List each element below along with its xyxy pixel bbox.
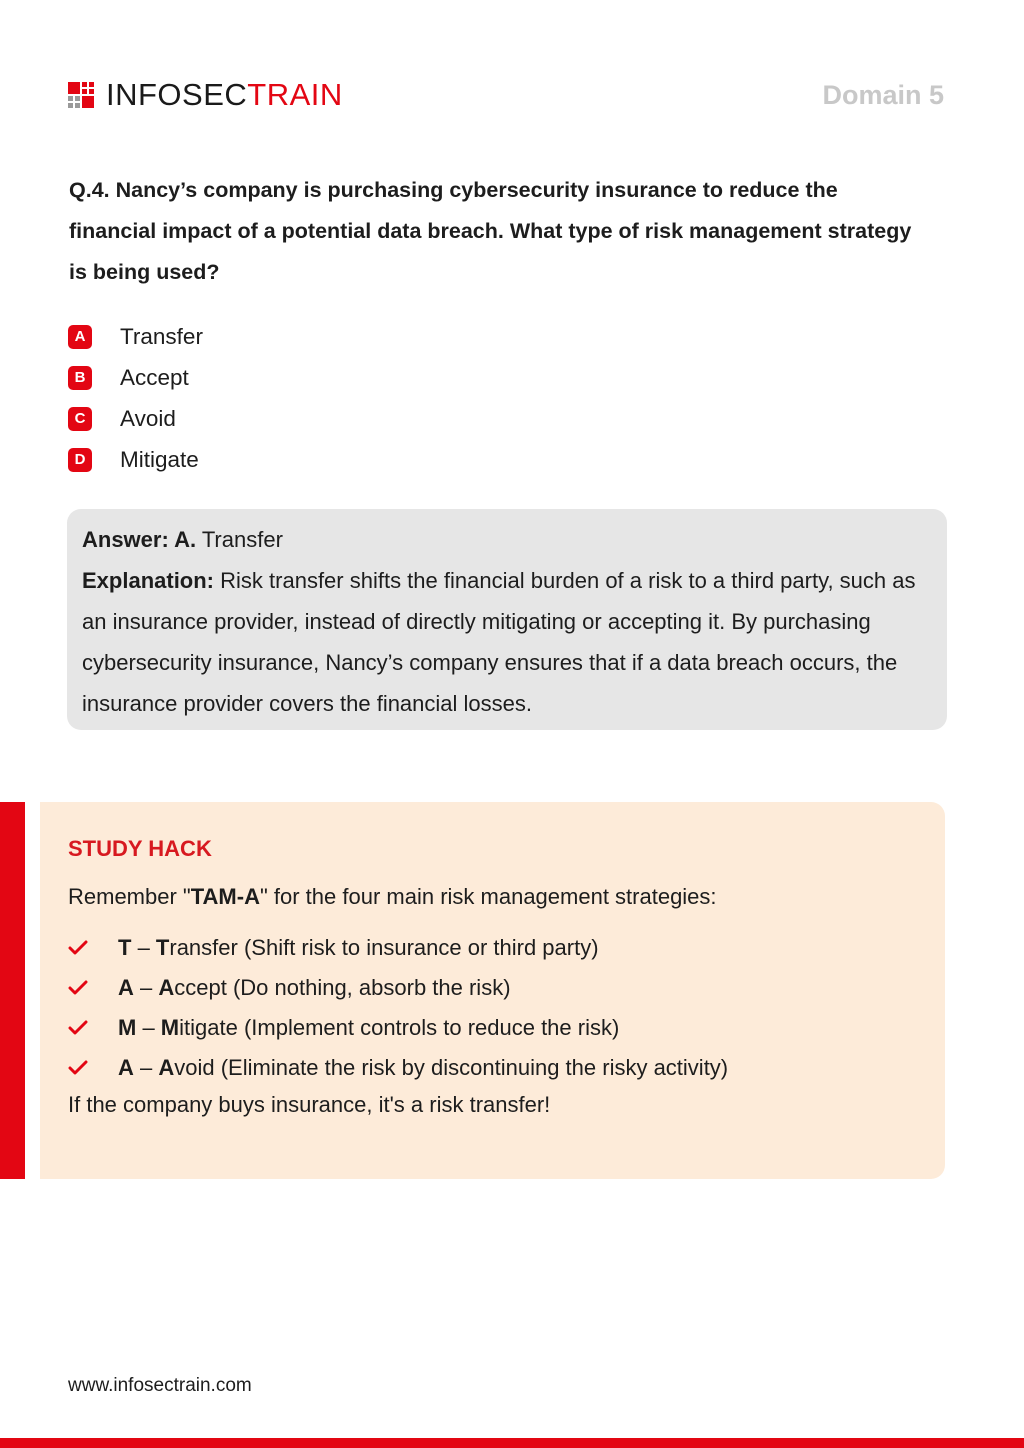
footer-website-link[interactable]: www.infosectrain.com bbox=[68, 1375, 252, 1396]
study-hack-outro: If the company buys insurance, it's a risk transfer! bbox=[68, 1092, 551, 1117]
item-dash: – bbox=[133, 1055, 159, 1080]
answer-label: Answer: A. bbox=[82, 527, 197, 552]
domain-label: Domain 5 bbox=[822, 80, 944, 110]
footer-accent-bar bbox=[0, 1438, 1024, 1448]
study-hack-list bbox=[68, 928, 945, 1088]
option-letter-badge: A bbox=[68, 325, 92, 349]
item-dash: – bbox=[131, 935, 156, 960]
answer-line bbox=[82, 519, 927, 560]
option-letter-badge: B bbox=[68, 366, 92, 390]
item-initial: A bbox=[158, 975, 175, 1000]
option-text: Mitigate bbox=[120, 446, 199, 472]
option-a[interactable] bbox=[68, 316, 203, 357]
option-b[interactable] bbox=[68, 357, 203, 398]
item-code: A bbox=[118, 975, 134, 1000]
option-text: Transfer bbox=[120, 323, 203, 349]
item-code: M bbox=[118, 1015, 137, 1040]
checkmark-icon bbox=[68, 1018, 88, 1038]
logo-wordmark-train: TRAIN bbox=[247, 77, 343, 112]
intro-after: " for the four main risk management strategies: bbox=[259, 884, 717, 909]
item-rest: void (Eliminate the risk by discontinuing the risky activity) bbox=[174, 1055, 729, 1080]
page-header bbox=[68, 78, 944, 118]
option-text: Accept bbox=[120, 364, 189, 390]
explanation-paragraph bbox=[82, 560, 927, 724]
checkmark-icon bbox=[68, 978, 88, 998]
study-hack-accent-bar bbox=[0, 802, 25, 1179]
intro-before: Remember " bbox=[68, 884, 191, 909]
study-hack-item bbox=[68, 928, 945, 968]
logo-wordmark bbox=[106, 77, 343, 112]
item-code: A bbox=[118, 1055, 134, 1080]
checkmark-icon bbox=[68, 1058, 88, 1078]
intro-mnemonic: TAM-A bbox=[190, 884, 260, 909]
item-rest: itigate (Implement controls to reduce the risk) bbox=[179, 1015, 620, 1040]
logo-wordmark-infosec: INFOSEC bbox=[106, 77, 248, 112]
option-text: Avoid bbox=[120, 405, 176, 431]
option-d[interactable] bbox=[68, 439, 203, 480]
answer-box bbox=[67, 509, 947, 730]
item-initial: A bbox=[158, 1055, 175, 1080]
study-hack-item bbox=[68, 968, 945, 1008]
item-code: T bbox=[118, 935, 132, 960]
study-hack-intro bbox=[68, 884, 945, 910]
explanation-text: Risk transfer shifts the financial burden of a risk to a third party, such as an insurance provider, instead of directly mitigating or accepting it. By purchasing cybersecurity insurance, Nancy’s company ensures that if a data breach occurs, the insurance provider covers the financial losses. bbox=[82, 568, 916, 716]
study-hack-title: STUDY HACK bbox=[68, 836, 212, 861]
logo-grid-icon bbox=[68, 82, 94, 108]
item-initial: T bbox=[155, 935, 170, 960]
item-rest: ransfer (Shift risk to insurance or third party) bbox=[169, 935, 599, 960]
item-dash: – bbox=[136, 1015, 161, 1040]
option-letter-badge: C bbox=[68, 407, 92, 431]
brand-logo bbox=[68, 77, 343, 112]
option-letter-badge: D bbox=[68, 448, 92, 472]
checkmark-icon bbox=[68, 938, 88, 958]
option-c[interactable] bbox=[68, 398, 203, 439]
explanation-label: Explanation: bbox=[82, 568, 215, 593]
answer-value: Transfer bbox=[201, 527, 283, 552]
item-dash: – bbox=[133, 975, 159, 1000]
study-hack-box bbox=[40, 802, 945, 1179]
answer-options bbox=[68, 316, 203, 480]
item-initial: M bbox=[160, 1015, 180, 1040]
item-rest: ccept (Do nothing, absorb the risk) bbox=[174, 975, 511, 1000]
study-hack-item bbox=[68, 1048, 945, 1088]
question-text: Q.4. Nancy’s company is purchasing cybersecurity insurance to reduce the financial impact of a potential data breach. What type of risk management strategy is being used? bbox=[69, 178, 912, 284]
study-hack-item bbox=[68, 1008, 945, 1048]
